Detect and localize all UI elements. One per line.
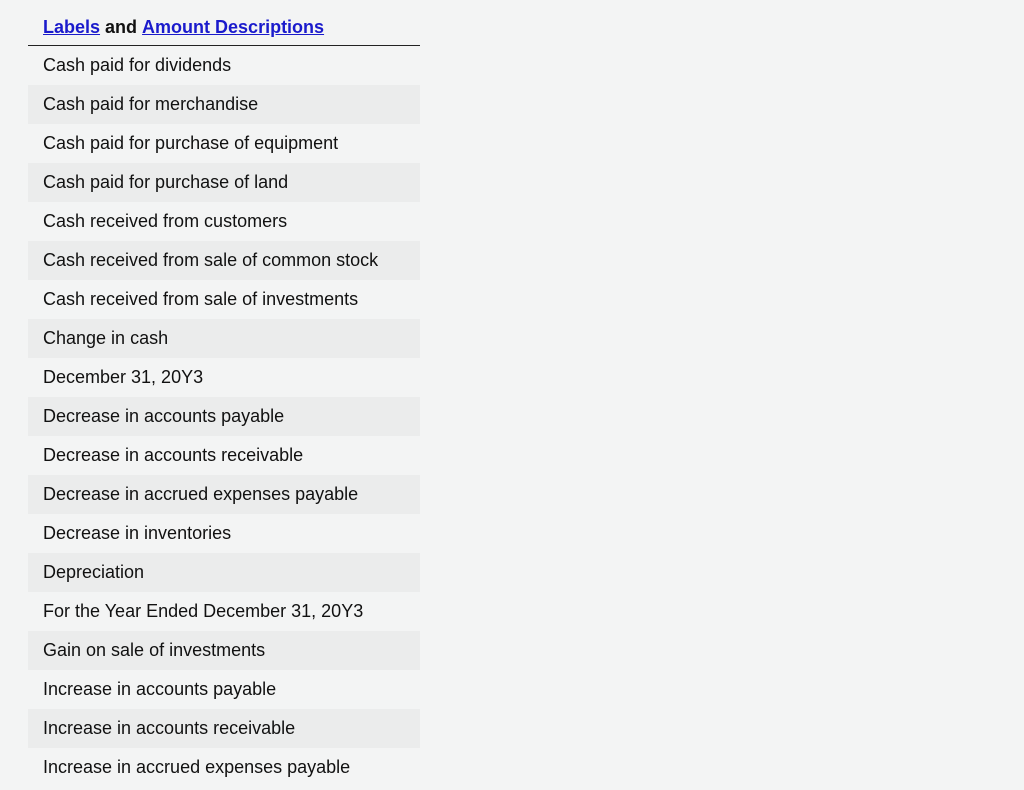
list-item[interactable]: Decrease in accrued expenses payable xyxy=(28,475,420,514)
labels-link[interactable]: Labels xyxy=(43,17,101,37)
labels-panel xyxy=(28,10,420,787)
amount-descriptions-link[interactable]: Amount Descriptions xyxy=(142,17,325,37)
list-item[interactable]: Cash paid for purchase of land xyxy=(28,163,420,202)
list-item[interactable]: Decrease in accounts receivable xyxy=(28,436,420,475)
list-item[interactable]: Change in cash xyxy=(28,319,420,358)
list-item[interactable]: December 31, 20Y3 xyxy=(28,358,420,397)
panel-header xyxy=(28,10,420,46)
list-item[interactable]: Increase in accrued expenses payable xyxy=(28,748,420,787)
list-item[interactable]: Cash paid for merchandise xyxy=(28,85,420,124)
list-item[interactable]: Cash received from sale of common stock xyxy=(28,241,420,280)
list-item[interactable]: Increase in accounts receivable xyxy=(28,709,420,748)
list-item[interactable]: Cash paid for dividends xyxy=(28,46,420,85)
list-item[interactable]: For the Year Ended December 31, 20Y3 xyxy=(28,592,420,631)
label-list xyxy=(28,46,420,787)
list-item[interactable]: Cash paid for purchase of equipment xyxy=(28,124,420,163)
list-item[interactable]: Decrease in accounts payable xyxy=(28,397,420,436)
list-item[interactable]: Cash received from sale of investments xyxy=(28,280,420,319)
header-connector: and xyxy=(105,17,138,37)
list-item[interactable]: Increase in accounts payable xyxy=(28,670,420,709)
list-item[interactable]: Gain on sale of investments xyxy=(28,631,420,670)
list-item[interactable]: Depreciation xyxy=(28,553,420,592)
list-item[interactable]: Cash received from customers xyxy=(28,202,420,241)
list-item[interactable]: Decrease in inventories xyxy=(28,514,420,553)
